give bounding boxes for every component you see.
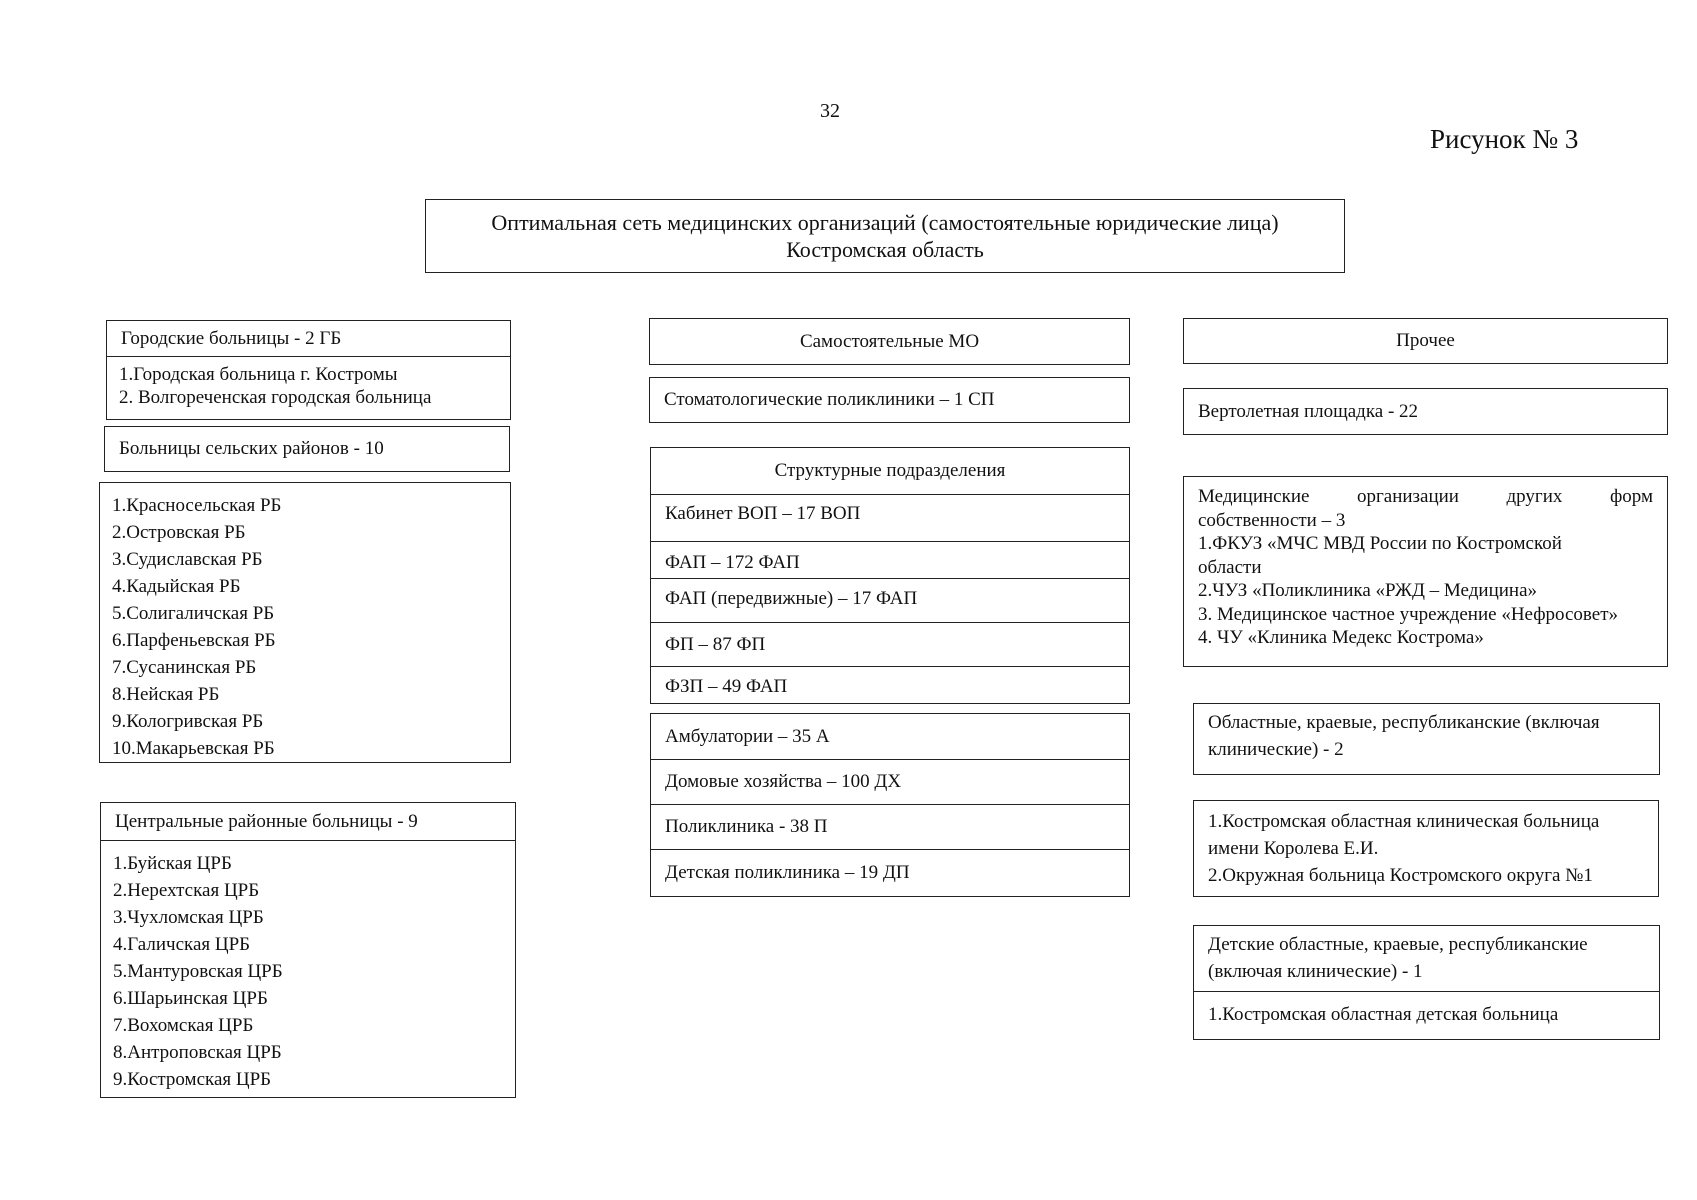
helipad-text: Вертолетная площадка - 22 — [1198, 400, 1419, 422]
diagram-title-box — [425, 199, 1345, 273]
structural-unit-text: Кабинет ВОП – 17 ВОП — [665, 503, 861, 524]
diagram-title-line2: Костромская область — [786, 237, 984, 262]
list-item: 1.Городская больница г. Костромы — [119, 364, 398, 385]
other-unit-text: Амбулатории – 35 А — [665, 725, 830, 747]
structural-units-header — [651, 448, 1129, 495]
children-hospital-item-text: 1.Костромская областная детская больница — [1208, 1004, 1559, 1025]
figure-label: Рисунок № 3 — [1430, 124, 1579, 154]
structural-unit-row — [651, 542, 1129, 579]
list-item: 1.Красносельская РБ — [112, 495, 282, 516]
list-item: 10.Макарьевская РБ — [112, 738, 275, 759]
list-item: имени Королева Е.И. — [1208, 838, 1379, 859]
rural-hospitals-header-text: Больницы сельских районов - 10 — [119, 438, 384, 459]
rural-hospitals-header — [104, 426, 510, 472]
other-units-box — [650, 713, 1130, 897]
structural-units-box — [650, 447, 1130, 704]
list-item: 5.Солигаличская РБ — [112, 603, 275, 624]
central-district-hospitals-header-text: Центральные районные больницы - 9 — [115, 810, 418, 832]
other-header-text: Прочее — [1396, 330, 1455, 351]
list-item: области — [1198, 556, 1262, 578]
independent-mo-header-text: Самостоятельные МО — [799, 330, 980, 352]
other-unit-row — [651, 714, 1129, 760]
other-ownership-first-line — [1198, 485, 1653, 509]
list-item: 2.Островская РБ — [112, 522, 246, 543]
list-item: 3. Медицинское частное учреждение «Нефросовет» — [1198, 603, 1619, 625]
central-district-hospitals-header — [101, 803, 515, 841]
children-header-line: (включая клинические) - 1 — [1208, 961, 1423, 982]
structural-unit-text: ФП – 87 ФП — [665, 633, 766, 655]
list-item: 4.Кадыйская РБ — [112, 576, 241, 597]
rural-hospitals-items — [100, 483, 510, 768]
other-unit-row — [651, 850, 1129, 895]
list-item: 2.Окружная больница Костромского округа №1 — [1208, 865, 1593, 886]
list-item: 7.Вохомская ЦРБ — [113, 1015, 254, 1036]
regional-hospitals-list — [1193, 800, 1659, 897]
list-item: 7.Сусанинская РБ — [112, 657, 257, 678]
list-item: 1.Буйская ЦРБ — [113, 853, 232, 874]
helipad-box — [1183, 388, 1668, 435]
list-item: собственности – 3 — [1198, 509, 1346, 531]
other-header — [1183, 318, 1668, 364]
dental-clinics-box — [649, 377, 1130, 423]
other-unit-text: Детская поликлиника – 19 ДП — [665, 861, 910, 883]
ownership-word: других — [1506, 486, 1563, 507]
list-item: 4.Галичская ЦРБ — [113, 934, 251, 955]
list-item: 2.Нерехтская ЦРБ — [113, 880, 260, 901]
city-hospitals-list — [107, 357, 510, 415]
children-hospital-item — [1194, 992, 1659, 1038]
list-item: 2. Волгореченская городская больница — [119, 387, 432, 408]
list-item: 4. ЧУ «Клиника Медекс Кострома» — [1198, 627, 1484, 648]
other-unit-row — [651, 760, 1129, 805]
list-item: 3.Судиславская РБ — [112, 549, 263, 570]
regional-header-line: клинические) - 2 — [1208, 739, 1344, 760]
structural-unit-row — [651, 623, 1129, 667]
central-district-hospitals-box — [100, 802, 516, 1098]
list-item: 8.Антроповская ЦРБ — [113, 1042, 282, 1063]
structural-unit-row — [651, 667, 1129, 702]
ownership-word: Медицинские — [1198, 486, 1310, 507]
other-unit-row — [651, 805, 1129, 850]
structural-unit-row — [651, 495, 1129, 542]
ownership-word: организации — [1356, 486, 1459, 507]
city-hospitals-header — [107, 321, 510, 357]
children-hospitals-box — [1193, 925, 1660, 1040]
other-unit-text: Поликлиника - 38 П — [665, 816, 828, 837]
list-item: 1.Костромская областная клиническая больница — [1208, 811, 1600, 832]
city-hospitals-box — [106, 320, 511, 420]
regional-hospitals-header — [1193, 703, 1660, 775]
list-item: 6.Парфеньевская РБ — [112, 630, 276, 651]
list-item: 3.Чухломская ЦРБ — [113, 907, 264, 928]
structural-unit-text: ФАП (передвижные) – 17 ФАП — [665, 588, 918, 609]
children-hospitals-header — [1194, 926, 1659, 992]
other-ownership-box — [1183, 476, 1668, 667]
independent-mo-header — [649, 318, 1130, 365]
structural-unit-text: ФАП – 172 ФАП — [665, 552, 800, 573]
rural-hospitals-list — [99, 482, 511, 763]
list-item: 2.ЧУЗ «Поликлиника «РЖД – Медицина» — [1198, 580, 1538, 601]
list-item: 8.Нейская РБ — [112, 684, 220, 705]
list-item: 9.Кологривская РБ — [112, 711, 264, 732]
page-number: 32 — [820, 100, 840, 122]
diagram-title-line1: Оптимальная сеть медицинских организаций (самостоятельные юридические лица) — [491, 210, 1279, 235]
list-item: 9.Костромская ЦРБ — [113, 1069, 272, 1090]
structural-unit-row — [651, 579, 1129, 623]
city-hospitals-header-text: Городские больницы - 2 ГБ — [121, 327, 342, 349]
ownership-word: форм — [1609, 486, 1653, 507]
regional-header-line: Областные, краевые, республиканские (включая — [1208, 712, 1600, 733]
children-header-line: Детские областные, краевые, республиканские — [1208, 934, 1588, 955]
structural-units-header-text: Структурные подразделения — [774, 460, 1006, 481]
central-district-hospitals-list — [101, 841, 515, 1099]
structural-unit-text: ФЗП – 49 ФАП — [665, 676, 788, 697]
other-unit-text: Домовые хозяйства – 100 ДХ — [665, 771, 902, 792]
dental-clinics-text: Стоматологические поликлиники – 1 СП — [664, 389, 995, 410]
list-item: 1.ФКУЗ «МЧС МВД России по Костромской — [1198, 533, 1562, 554]
list-item: 6.Шарьинская ЦРБ — [113, 988, 268, 1009]
list-item: 5.Мантуровская ЦРБ — [113, 961, 283, 982]
